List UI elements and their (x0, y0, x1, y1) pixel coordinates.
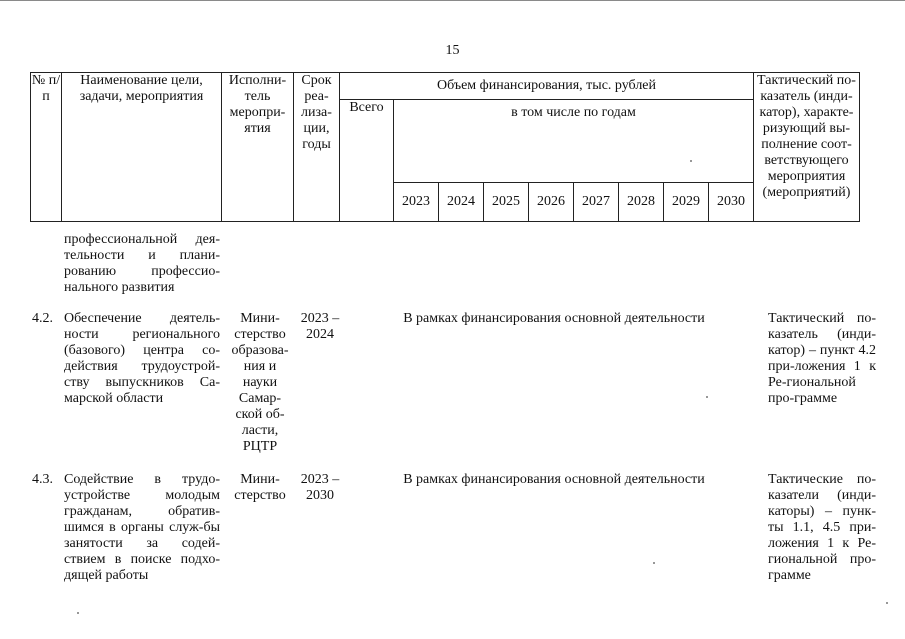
header-year: 2028 (619, 183, 664, 222)
scan-speck (886, 602, 888, 604)
header-executor: Исполни-тель меропри-ятия (222, 73, 294, 222)
row-name: Обеспечение деятель-ности регионального (базового) центра со-действия трудоустрой-ству выпускников Са-марской области (64, 311, 220, 406)
row-term: 2023 – 2024 (300, 311, 340, 342)
scan-speck (706, 396, 708, 398)
header-name: Наименование цели, задачи, мероприятия (62, 73, 222, 222)
header-year: 2029 (664, 183, 709, 222)
scan-speck (653, 562, 655, 564)
financing-table-header (30, 72, 860, 222)
row-number: 4.2. (32, 311, 53, 326)
page-number: 15 (445, 43, 460, 58)
header-year: 2026 (529, 183, 574, 222)
row-number: 4.3. (32, 472, 53, 487)
row-name-continuation: профессиональной дея-тельности и плани-рованию профессио-нального развития (64, 232, 220, 295)
header-total: Всего (340, 100, 394, 222)
scan-speck (690, 160, 692, 162)
header-year: 2025 (484, 183, 529, 222)
row-financing: В рамках финансирования основной деятельности (403, 472, 705, 487)
row-tactical: Тактический по-казатель (инди-катор) – пункт 4.2 при-ложения 1 к Ре-гиональной про-грамме (768, 311, 876, 406)
row-financing: В рамках финансирования основной деятельности (403, 311, 705, 326)
scan-speck (77, 612, 79, 614)
row-executor: Мини-стерство (234, 472, 286, 503)
header-financing: Объем финансирования, тыс. рублей (340, 73, 754, 100)
header-year: 2030 (709, 183, 754, 222)
header-by-years: в том числе по годам (394, 100, 754, 183)
header-year: 2027 (574, 183, 619, 222)
header-tactical: Тактический по-казатель (инди-катор), характе-ризующий вы-полнение соот-ветствующего мероприятия (мероприятий) (754, 73, 860, 222)
row-name: Содействие в трудо-устройстве молодым гражданам, обратив-шимся в органы служ-бы занятости за содей-ствием в поиске подхо-дящей работы (64, 472, 220, 583)
header-term: Срок реа-лиза-ции, годы (294, 73, 340, 222)
page-top-rule (0, 0, 905, 1)
row-executor: Мини-стерство образова-ния и науки Самар-ской об-ласти, РЦТР (231, 311, 289, 454)
header-year: 2024 (439, 183, 484, 222)
row-term: 2023 – 2030 (300, 472, 340, 503)
header-num: № п/п (31, 73, 62, 222)
header-year: 2023 (394, 183, 439, 222)
row-tactical: Тактические по-казатели (инди-каторы) – пунк-ты 1.1, 4.5 при-ложения 1 к Ре-гиональной про-грамме (768, 472, 876, 583)
